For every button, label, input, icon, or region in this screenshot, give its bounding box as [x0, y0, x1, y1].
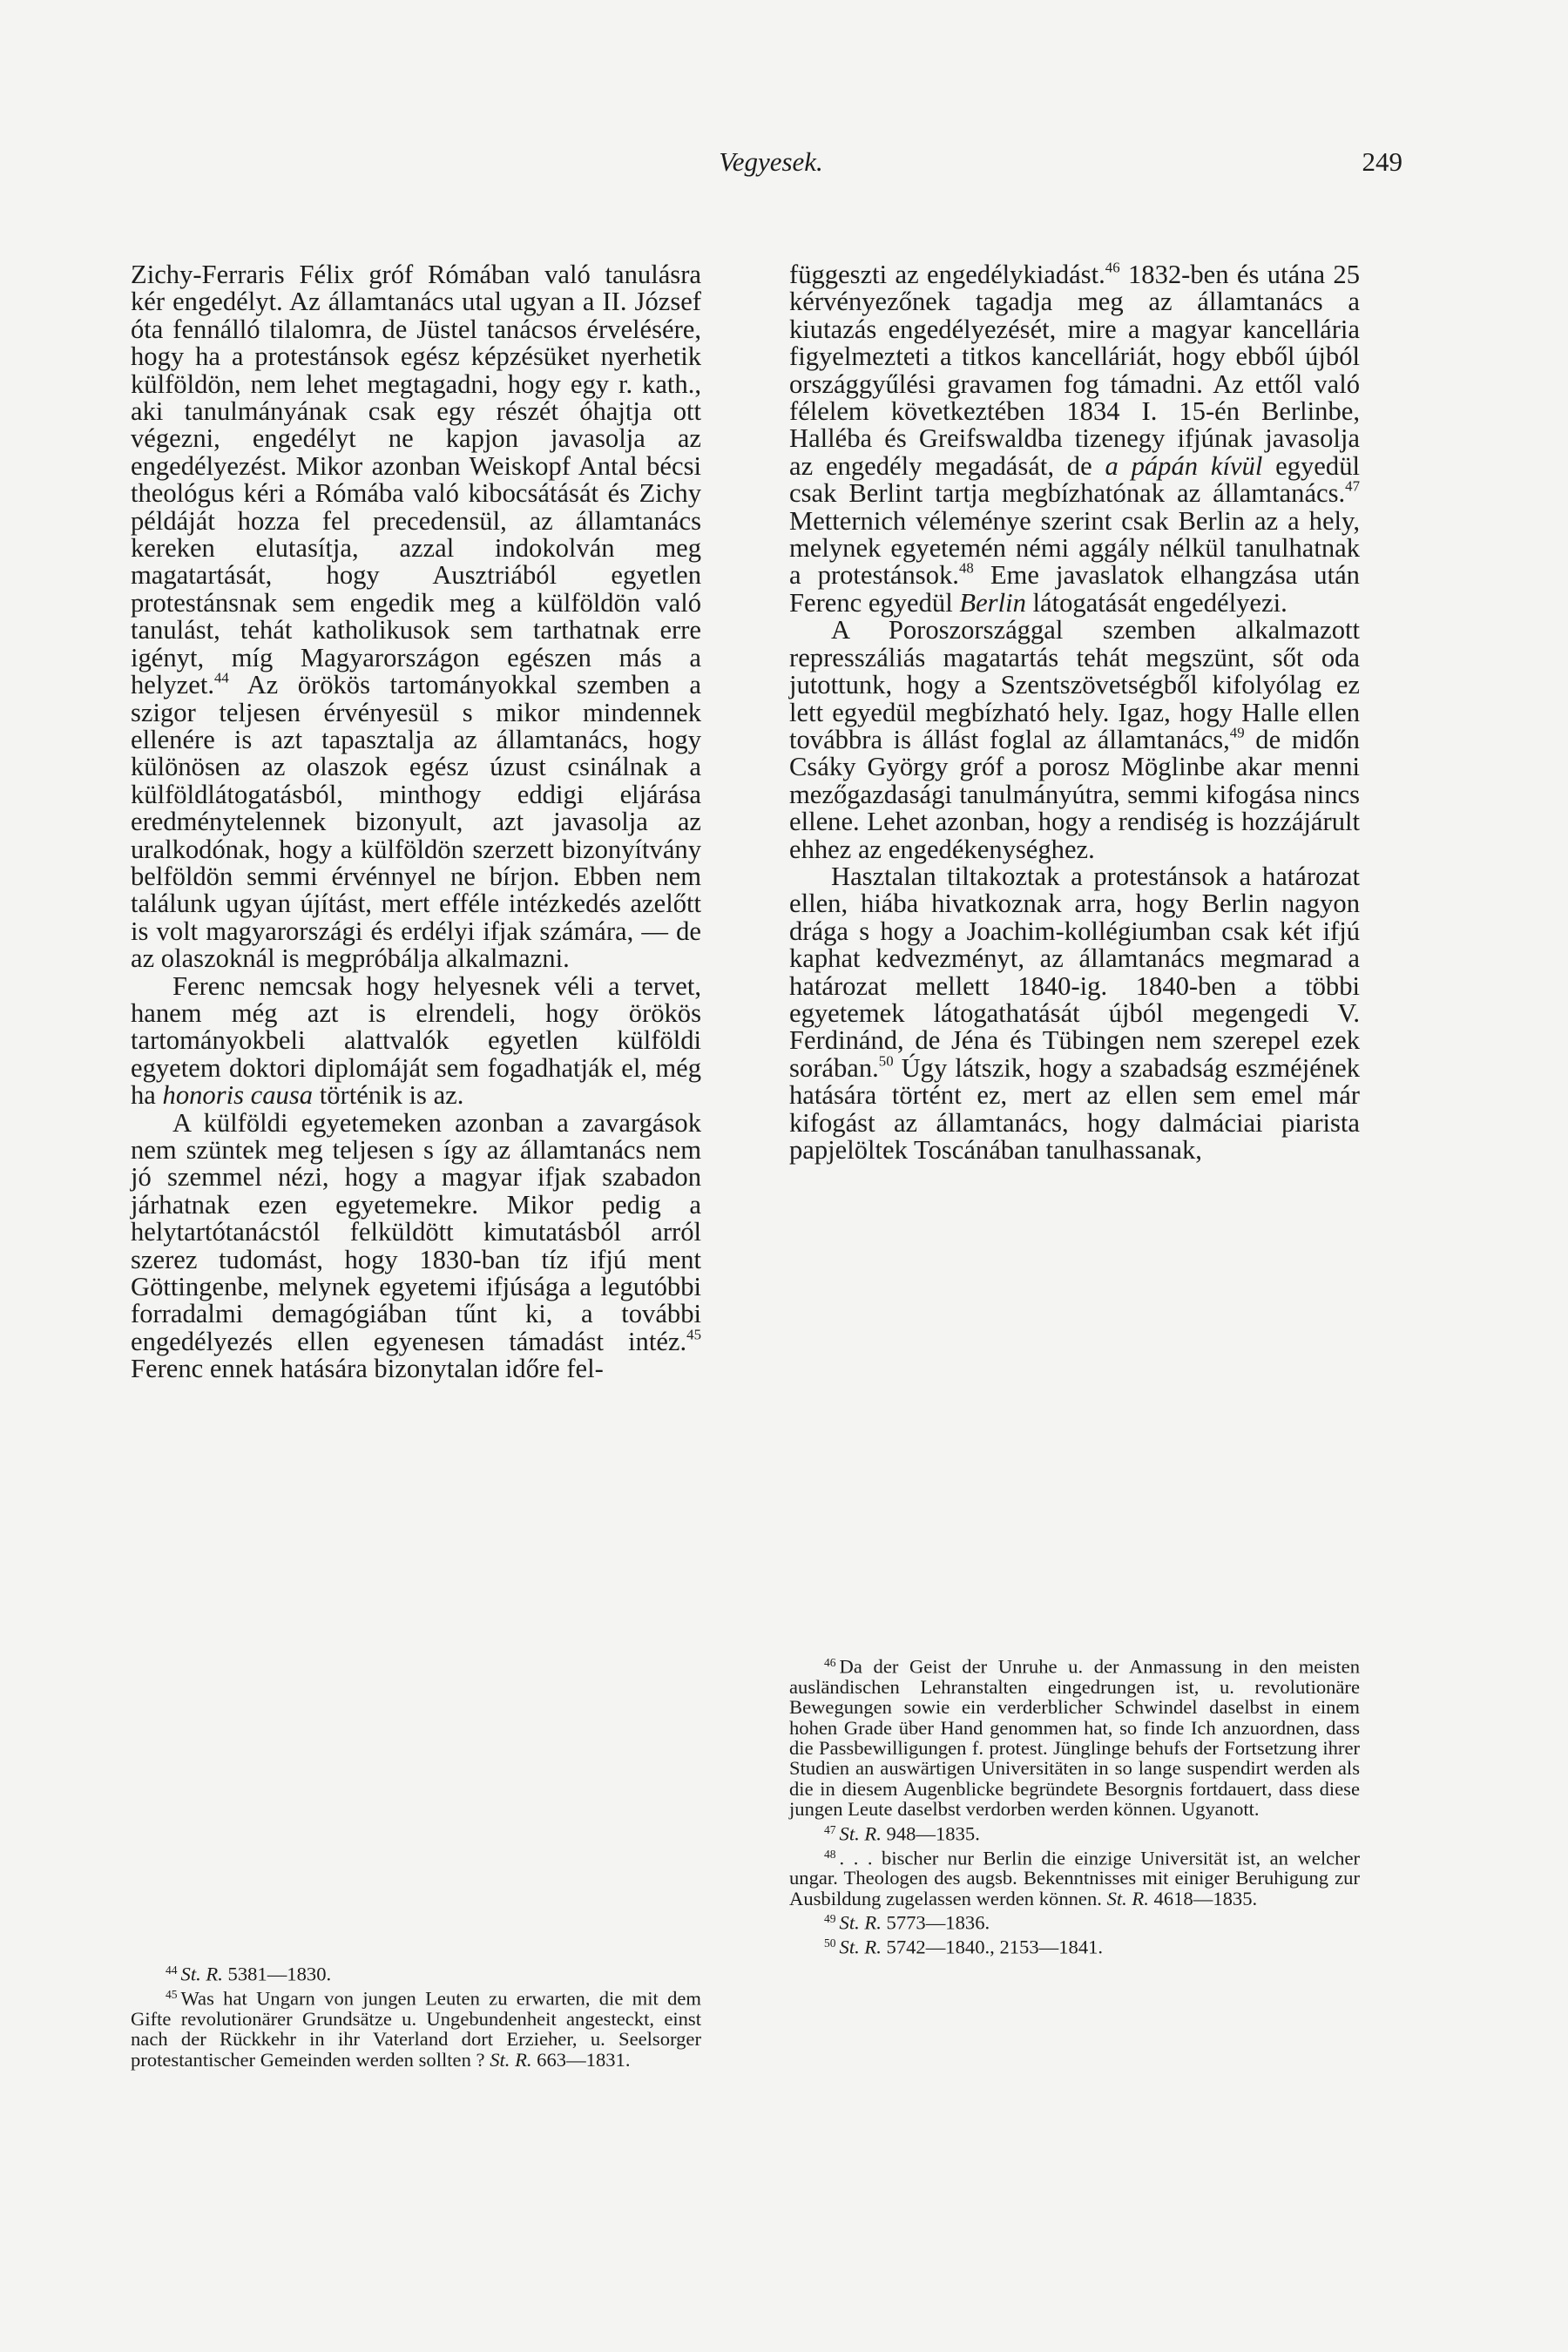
paragraph — [789, 863, 1360, 1164]
italic-phrase: St. R. — [1106, 1887, 1149, 1909]
footnote-number: 50 — [824, 1936, 836, 1950]
text-run: Ferenc ennek hatására bizonytalan időre fel- — [131, 1354, 604, 1384]
footnote-44 — [131, 1960, 701, 1984]
text-run: függeszti az engedélykiadást. — [789, 260, 1105, 289]
footnote-ref-46: 46 — [1105, 259, 1120, 276]
text-run: Hasztalan tiltakoztak a protestánsok a határozat ellen, hiába hivatkoznak arra, hogy Berlin nagyon drága s hogy a Joachim-kollégiumban csak két ifjú kaphat kedvezményt, az államtanács megmarad a határozat mellett 1840-ig. 1840-ben a többi egyetemek látogathatását újból megengedi V. Ferdinánd, de Jéna és Tübingen nem szerepel ezek sorában. — [789, 861, 1360, 1083]
page-number: 249 — [1362, 146, 1402, 177]
italic-phrase: St. R. — [180, 1963, 223, 1985]
footnote-48 — [789, 1844, 1360, 1909]
italic-phrase: a pápán kívül — [1105, 450, 1263, 481]
italic-phrase: St. R. — [839, 1936, 882, 1958]
footnote-text: 948—1835. — [881, 1822, 980, 1845]
paragraph — [131, 261, 701, 973]
running-title: Vegyesek. — [719, 146, 823, 177]
footnote-ref-47: 47 — [1345, 477, 1360, 495]
footnote-ref-48: 48 — [958, 559, 974, 577]
footnote-46 — [789, 1652, 1360, 1820]
paragraph — [131, 1107, 701, 1384]
footnote-number: 48 — [824, 1847, 836, 1861]
text-run: Zichy-Ferraris Félix gróf Rómában való tanulásra kér engedélyt. Az államtanács utal ugyan a II. József óta fennálló tilalomra, de Jüstel tanácsos érvelésére, hogy ha a protestánsok egész képzésüket nyerhetik külföldön, nem lehet megtagadni, hogy egy r. kath., aki tanulmányának csak egy részét óhajtja ott végezni, engedélyt ne kapjon javasolja az engedélyezést. Mikor azonban Weiskopf Antal bécsi theológus kéri a Rómába való kibocsátását és Zichy példáját hozza fel precedensül, az államtanács kereken elutasítja, azzal indokolván meg magatartását, hogy Ausztriából egyetlen protestánsnak sem engedik meg a külföldön való tanulást, tehát katholikusok sem tarthatnak erre igényt, míg Magyarországon egészen más a helyzet. — [131, 260, 701, 700]
italic-phrase: St. R. — [839, 1911, 882, 1934]
paragraph — [789, 617, 1360, 863]
italic-phrase: St. R. — [839, 1822, 882, 1845]
footnote-text: 4618—1835. — [1148, 1887, 1258, 1909]
footnote-ref-49: 49 — [1229, 724, 1245, 741]
footnote-45 — [131, 1984, 701, 2070]
paragraph — [131, 970, 701, 1111]
text-run: Úgy látszik, hogy a szabadság eszméjének hatására történt ez, mert az ellen sem emel már kifogást az államtanács, hogy dalmáciai piarista papjelöltek Toscánában tanulhassanak, — [789, 1052, 1360, 1165]
footnotes-left — [131, 1960, 701, 2070]
footnote-ref-45: 45 — [686, 1326, 701, 1343]
text-run: A Poroszországgal szemben alkalmazott represszáliás magatartás tehát megszünt, sőt oda jutottunk, hogy a Szentszövetségből kifolyólag ez lett egyedül megbízható hely. Igaz, hogy Halle ellen továbbra is állást foglal az államtanács, — [789, 615, 1360, 754]
italic-phrase: honoris causa — [162, 1080, 314, 1111]
text-run: 1832-ben és utána 25 kérvényezőnek tagadja meg az államtanács a kiutazás engedélyezését, mire a magyar kancellária figyelmezteti a titkos kancelláriát, hogy ebből újból országgyűlési gravamen fog támadni. Az ettől való félelem következtében 1834 I. 15-én Berlinbe, Hallébа és Greifswaldba tizenegy ifjúnak javasolja az engedély megadását, de — [789, 260, 1360, 481]
footnote-text: 663—1831. — [531, 2048, 631, 2071]
text-run: egyedül csak Berlint tartja megbízhatónak az államtanács. — [789, 450, 1360, 509]
footnote-number: 46 — [824, 1656, 836, 1669]
footnote-text: Was hat Ungarn von jungen Leuten zu erwarten, die mit dem Gifte revolutionärer Grundsätze u. Ungebundenheit angesteckt, einst nach der Rückkehr in ihr Vaterland dort Erzieher, u. Seelsorger protestantischer Gemeinden werden sollten ? — [131, 1987, 701, 2071]
text-run: A külföldi egyetemeken azonban a zavargások nem szüntek meg teljesen s így az államtanács nem jó szemmel nézi, hogy a magyar ifjak szabadon járhatnak ezen egyetemekre. Mikor pedig a helytartótanácstól felküldött kimutatásból arról szerez tudomást, hogy 1830-ban tíz ifjú ment Göttingenbe, melynek egyetemi ifjúsága a legutóbbi forradalmi demagógiában tűnt ki, a további engedélyezés ellen egyenesen támadást intéz. — [131, 1107, 701, 1356]
footnote-text: 5773—1836. — [881, 1911, 990, 1934]
text-run: Az örökös tartományokkal szemben a szigor teljesen érvényesül s mikor mindennek ellenére is azt tapasztalja az államtanács, hogy különösen az olaszok egész úzust csinálnak a külföldlátogatásból, minthogy eddigi eljárása eredménytelennek bizonyult, azt javasolja az uralkodónak, hogy a külföldön szerzett bizonyítvány belföldön semmi érvénnyel ne bírjon. Ebben nem találunk ugyan újítást, mert efféle intézkedés azelőtt is volt magyarországi és erdélyi ifjak számára, — de az olaszoknál is megpróbálja alkalmazni. — [131, 670, 701, 974]
text-run: Metternich véleménye szerint csak Berlin az a hely, melynek egyetemén némi aggály nélkül tanulhatnak a protestánsok. — [789, 505, 1360, 591]
footnote-number: 45 — [166, 1987, 178, 2001]
text-run: de midőn Csáky György gróf a porosz Möglinbe akar menni mezőgazdasági tanulmányútra, semmi kifogása nincs ellene. Lehet azonban, hogy a rendiség is hozzájárult ehhez az engedékenységhez. — [789, 724, 1360, 864]
running-head — [139, 146, 1402, 181]
italic-phrase: St. R. — [490, 2048, 532, 2071]
text-run: látogatását engedélyezi. — [1025, 587, 1288, 618]
footnote-number: 49 — [824, 1912, 836, 1926]
paragraph — [789, 261, 1360, 617]
footnote-49 — [789, 1909, 1360, 1933]
footnote-text: Da der Geist der Unruhe u. der Anmassung in den meisten ausländischen Lehranstalten eingedrungen ist, u. revolutionäre Bewegungen sowie ein verderblicher Schwindel daselbst in einem hohen Grade über Hand genommen hat, so finde Ich anzuordnen, dass die Passbewilligungen f. protest. Jünglinge behufs der Fortsetzung ihrer Studien an auswärtigen Universitäten in so lange suspendirt werden als die in diesem Augenblicke begründete Besorgnis fortdauert, dass diese jungen Leute daselbst verdorben werden können. Ugyanott. — [789, 1655, 1360, 1821]
italic-phrase: Berlin — [959, 587, 1026, 618]
footnote-number: 44 — [166, 1963, 178, 1977]
footnote-text: 5381—1830. — [222, 1963, 332, 1985]
left-text-column — [131, 261, 701, 1383]
footnote-number: 47 — [824, 1822, 836, 1836]
footnote-text: 5742—1840., 2153—1841. — [881, 1936, 1104, 1958]
right-text-column — [789, 261, 1360, 1164]
footnote-50 — [789, 1933, 1360, 1957]
text-run: történik is az. — [313, 1080, 464, 1111]
footnote-ref-44: 44 — [213, 669, 229, 686]
footnotes-right — [789, 1652, 1360, 1957]
footnote-47 — [789, 1820, 1360, 1844]
text-run: Eme javaslatok elhangzása után Ferenc egyedül — [789, 560, 1360, 618]
footnote-ref-50: 50 — [878, 1052, 894, 1070]
footnote-text: . . . bischer nur Berlin die einzige Universität ist, an welcher ungar. Theologen des augsb. Bekenntnisses mit einiger Beruhigung zur Ausbildung zugelassen werden können. — [789, 1847, 1360, 1909]
text-run: Ferenc nemcsak hogy helyesnek véli a tervet, hanem még azt is elrendeli, hogy örökös tartományokbeli alattvalók egyetlen külföldi egyetem doktori diplomáját sem fogadhatják el, még ha — [131, 970, 701, 1111]
